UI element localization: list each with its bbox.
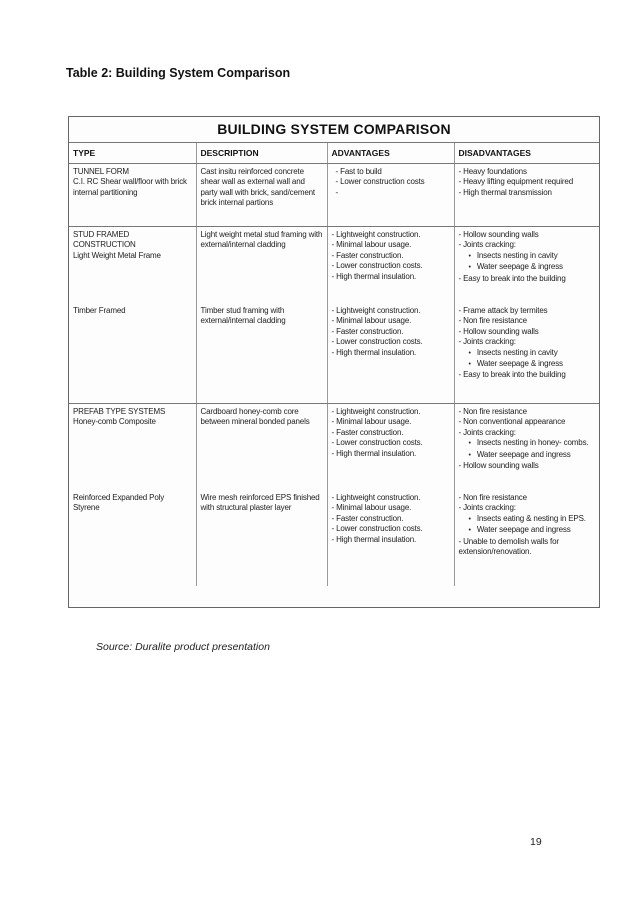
comparison-table-image	[68, 116, 600, 608]
cell-type	[69, 404, 196, 491]
advantage-item: - Lightweight construction.	[331, 306, 421, 315]
disadvantages-list	[459, 306, 596, 381]
header-row	[69, 143, 599, 164]
cell-advantages	[327, 164, 454, 227]
advantages-list	[332, 167, 450, 198]
table-body	[69, 164, 599, 587]
table-title: BUILDING SYSTEM COMPARISON	[69, 117, 599, 143]
disadvantages-list	[459, 407, 596, 471]
advantage-item: -	[335, 187, 339, 197]
table-row	[69, 404, 599, 491]
disadvantage-item: - Hollow sounding walls	[458, 461, 539, 471]
disadvantage-item: - Joints cracking:	[458, 240, 516, 250]
advantage-item: - Faster construction.	[331, 326, 404, 336]
cell-type	[69, 303, 196, 404]
type-line: STUD FRAMED CONSTRUCTION	[73, 230, 136, 250]
disadvantage-item: • Insects nesting in honey- combs.	[459, 438, 596, 449]
advantage-item: - Lightweight construction.	[331, 407, 421, 416]
advantage-item: - Lower construction costs.	[331, 438, 423, 448]
advantages-list	[332, 230, 450, 282]
cell-description: Cardboard honey-comb core between mineral bonded panels	[196, 404, 327, 491]
disadvantage-item: - Non fire resistance	[458, 493, 527, 502]
type-line: internal partitioning	[73, 187, 138, 197]
header-disadvantages: DISADVANTAGES	[454, 143, 599, 164]
cell-disadvantages	[454, 227, 599, 304]
table-row	[69, 164, 599, 227]
disadvantage-item: - Easy to break into the building	[458, 273, 566, 283]
disadvantage-item: • Water seepage & ingress	[459, 359, 596, 370]
disadvantages-list	[459, 493, 596, 557]
advantage-item: - Faster construction.	[331, 513, 404, 523]
disadvantage-item: • Insects eating & nesting in EPS.	[459, 514, 596, 525]
disadvantage-item: - Non fire resistance	[458, 407, 527, 416]
header-description: DESCRIPTION	[196, 143, 327, 164]
disadvantages-list	[459, 230, 596, 284]
disadvantage-item: - Non fire resistance	[458, 316, 527, 326]
type-line: Timber Framed	[73, 306, 126, 315]
disadvantage-item: - Easy to break into the building	[458, 370, 566, 380]
advantage-item: - High thermal insulation.	[331, 448, 417, 458]
cell-disadvantages	[454, 404, 599, 491]
disadvantage-item: - Non conventional appearance	[458, 417, 566, 427]
cell-disadvantages	[454, 490, 599, 586]
cell-type	[69, 164, 196, 227]
advantage-item: - Faster construction.	[331, 427, 404, 437]
advantage-item: - High thermal insulation.	[331, 347, 417, 357]
advantage-item: - Minimal labour usage.	[331, 316, 412, 326]
advantage-item: - High thermal insulation.	[331, 534, 417, 544]
disadvantage-item: • Insects nesting in cavity	[459, 251, 596, 262]
disadvantage-item: - Hollow sounding walls	[458, 326, 539, 336]
comparison-table	[69, 143, 599, 586]
disadvantage-item: - Hollow sounding walls	[458, 230, 539, 239]
type-line: C.I. RC Shear wall/floor with brick	[73, 177, 187, 187]
advantage-item: - Lower construction costs.	[331, 337, 423, 347]
advantages-list	[332, 306, 450, 358]
cell-advantages	[327, 227, 454, 304]
cell-type	[69, 227, 196, 304]
cell-description: Timber stud framing with external/internal cladding	[196, 303, 327, 404]
type-line: Reinforced Expanded Poly Styrene	[73, 493, 165, 513]
disadvantage-item: - Unable to demolish walls for	[458, 536, 559, 546]
table-row	[69, 227, 599, 304]
advantage-item: - Lower construction costs	[335, 177, 425, 187]
disadvantage-item: - Joints cracking:	[458, 503, 516, 513]
cell-description: Light weight metal stud framing with external/internal cladding	[196, 227, 327, 304]
advantages-list	[332, 493, 450, 545]
cell-advantages	[327, 490, 454, 586]
disadvantage-item: - Heavy lifting equipment required	[458, 177, 574, 187]
type-line: PREFAB TYPE SYSTEMS	[73, 407, 166, 416]
advantage-item: - High thermal insulation.	[331, 271, 417, 281]
disadvantage-item: extension/renovation.	[458, 547, 532, 557]
cell-description: Cast insitu reinforced concrete shear wall as external wall and party wall with brick, sand/cement brick internal partions	[196, 164, 327, 227]
source-note: Source: Duralite product presentation	[96, 641, 270, 653]
type-line: TUNNEL FORM	[73, 167, 129, 176]
page-number: 19	[530, 836, 542, 848]
cell-disadvantages	[454, 164, 599, 227]
advantage-item: - Minimal labour usage.	[331, 240, 412, 250]
cell-type	[69, 490, 196, 586]
advantage-item: - Minimal labour usage.	[331, 503, 412, 513]
disadvantages-list	[459, 167, 596, 198]
type-line: Honey-comb Composite	[73, 417, 156, 427]
advantage-item: - Faster construction.	[331, 250, 404, 260]
advantage-item: - Lower construction costs.	[331, 524, 423, 534]
disadvantage-item: • Water seepage & ingress	[459, 262, 596, 273]
advantage-item: - Fast to build	[335, 167, 382, 176]
advantage-item: - Lightweight construction.	[331, 230, 421, 239]
disadvantage-item: - Heavy foundations	[458, 167, 527, 176]
header-type: TYPE	[69, 143, 196, 164]
cell-description: Wire mesh reinforced EPS finished with structural plaster layer	[196, 490, 327, 586]
disadvantage-item: - High thermal transmission	[458, 187, 552, 197]
disadvantage-item: • Water seepage and ingress	[459, 450, 596, 461]
cell-advantages	[327, 303, 454, 404]
advantage-item: - Lightweight construction.	[331, 493, 421, 502]
advantage-item: - Minimal labour usage.	[331, 417, 412, 427]
cell-advantages	[327, 404, 454, 491]
disadvantage-item: - Frame attack by termites	[458, 306, 548, 315]
disadvantage-item: - Joints cracking:	[458, 337, 516, 347]
disadvantage-item: - Joints cracking:	[458, 427, 516, 437]
disadvantage-item: • Insects nesting in cavity	[459, 348, 596, 359]
disadvantage-item: • Water seepage and ingress	[459, 525, 596, 536]
type-line: Light Weight Metal Frame	[73, 250, 161, 260]
cell-disadvantages	[454, 303, 599, 404]
advantages-list	[332, 407, 450, 459]
table-caption: Table 2: Building System Comparison	[66, 66, 291, 80]
table-row	[69, 303, 599, 404]
advantage-item: - Lower construction costs.	[331, 261, 423, 271]
table-row	[69, 490, 599, 586]
header-advantages: ADVANTAGES	[327, 143, 454, 164]
